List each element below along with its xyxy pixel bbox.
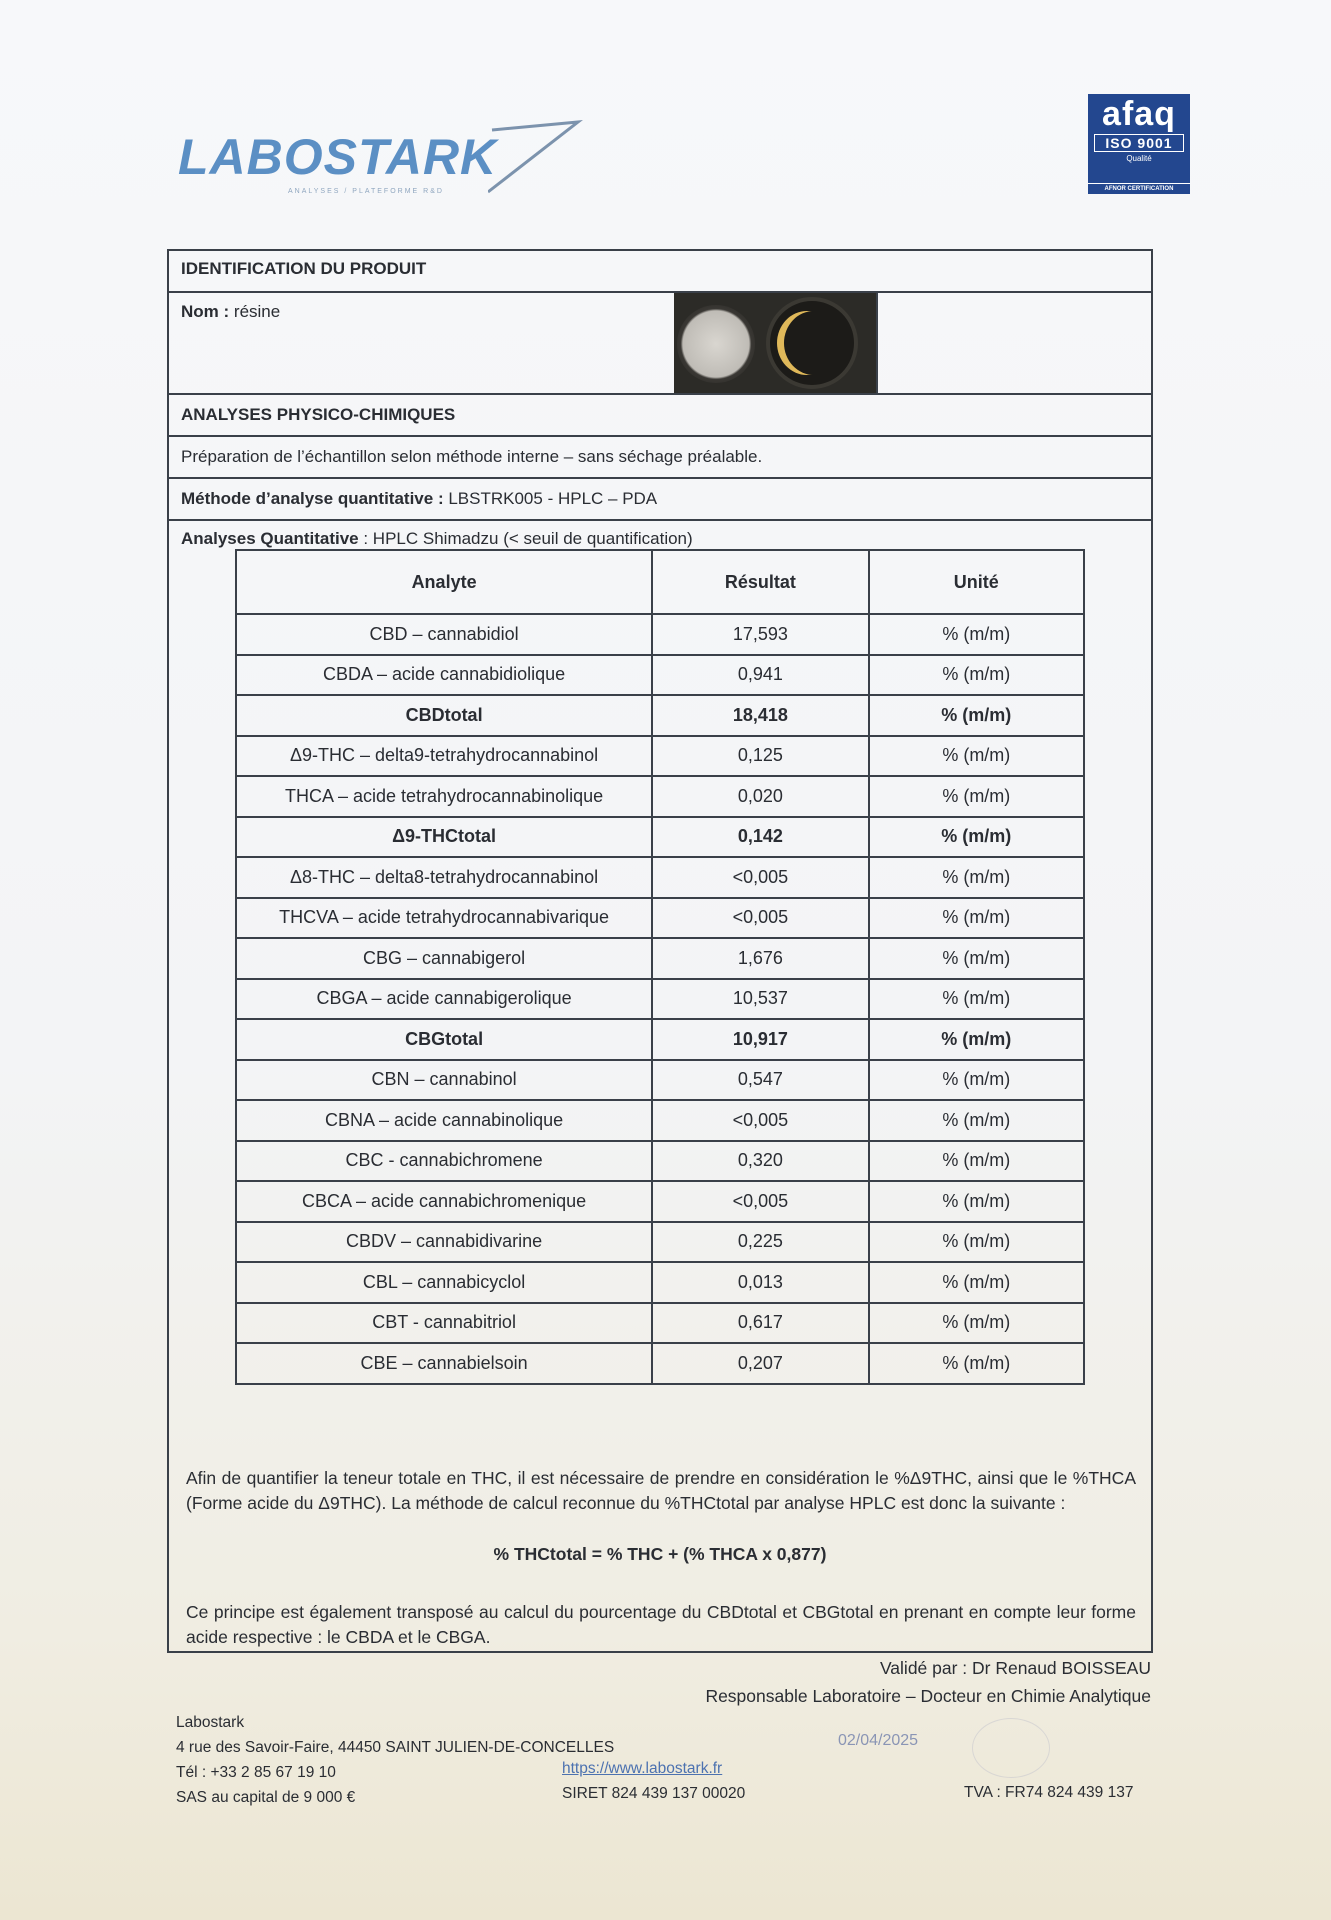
result-cell: 17,593 — [652, 614, 868, 655]
validator-title: Responsable Laboratoire – Docteur en Chimie Analytique — [705, 1686, 1151, 1706]
table-row — [236, 857, 1084, 898]
footer-siret: SIRET 824 439 137 00020 — [562, 1785, 746, 1802]
table-row — [236, 898, 1084, 939]
cbd-cbg-note — [186, 1600, 1136, 1650]
table-row — [236, 776, 1084, 817]
result-cell: 18,418 — [652, 695, 868, 736]
footer-capital: SAS au capital de 9 000 € — [176, 1789, 356, 1806]
table-row — [236, 938, 1084, 979]
table-row — [236, 1303, 1084, 1344]
result-cell: 0,207 — [652, 1343, 868, 1384]
table-row — [236, 736, 1084, 777]
analyte-cell: CBGtotal — [236, 1019, 652, 1060]
unit-cell: % (m/m) — [869, 614, 1084, 655]
jar-lid-image — [677, 305, 755, 383]
unit-cell: % (m/m) — [869, 1019, 1084, 1060]
analyte-cell: THCVA – acide tetrahydrocannabivarique — [236, 898, 652, 939]
thc-formula: % THCtotal = % THC + (% THCA x 0,877) — [493, 1544, 827, 1564]
quantitative-row — [167, 519, 1153, 551]
logo-text: LABOSTARK — [178, 129, 498, 185]
unit-cell: % (m/m) — [869, 1100, 1084, 1141]
table-row — [236, 1100, 1084, 1141]
table-row — [236, 1262, 1084, 1303]
result-cell: <0,005 — [652, 857, 868, 898]
quant-label: Analyses Quantitative — [181, 529, 359, 548]
unit-cell: % (m/m) — [869, 695, 1084, 736]
result-cell: 0,013 — [652, 1262, 868, 1303]
result-cell: 10,537 — [652, 979, 868, 1020]
product-name-label: Nom : — [181, 302, 230, 321]
header-analyte: Analyte — [236, 550, 652, 614]
analyte-cell: CBE – cannabielsoin — [236, 1343, 652, 1384]
unit-cell: % (m/m) — [869, 1303, 1084, 1344]
analyte-cell: CBNA – acide cannabinolique — [236, 1100, 652, 1141]
thc-calculation-note — [186, 1466, 1136, 1516]
result-cell: 0,617 — [652, 1303, 868, 1344]
product-name-value: résine — [233, 302, 281, 321]
unit-cell: % (m/m) — [869, 1222, 1084, 1263]
table-row — [236, 1141, 1084, 1182]
unit-cell: % (m/m) — [869, 938, 1084, 979]
result-cell: 0,225 — [652, 1222, 868, 1263]
table-row — [236, 1222, 1084, 1263]
result-cell: <0,005 — [652, 898, 868, 939]
analyte-cell: CBD – cannabidiol — [236, 614, 652, 655]
method-label: Méthode d’analyse quantitative : — [181, 489, 444, 508]
preparation-row — [167, 435, 1153, 479]
analyses-section-title — [167, 393, 1153, 437]
table-header-row — [236, 550, 1084, 614]
analyte-cell: CBG – cannabigerol — [236, 938, 652, 979]
analyte-cell: CBGA – acide cannabigerolique — [236, 979, 652, 1020]
afaq-certification-logo — [1088, 94, 1190, 194]
unit-cell: % (m/m) — [869, 736, 1084, 777]
product-photo — [674, 293, 876, 394]
table-row — [236, 1019, 1084, 1060]
unit-cell: % (m/m) — [869, 1060, 1084, 1101]
result-cell: <0,005 — [652, 1181, 868, 1222]
unit-cell: % (m/m) — [869, 898, 1084, 939]
analyte-cell: CBL – cannabicyclol — [236, 1262, 652, 1303]
note-paragraph-2: Ce principe est également transposé au calcul du pourcentage du CBDtotal et CBGtotal en prenant en compte leur forme acide respective : le CBDA et le CBGA. — [186, 1602, 1136, 1647]
unit-cell: % (m/m) — [869, 1343, 1084, 1384]
logo-subtitle: ANALYSES / PLATEFORME R&D — [288, 188, 444, 195]
header-result: Résultat — [652, 550, 868, 614]
note-paragraph-1: Afin de quantifier la teneur totale en THC, il est nécessaire de prendre en considération le %Δ9THC, ainsi que le %THCA (Forme acide du Δ9THC). La méthode de calcul reconnue du %THCtotal par analyse HPLC est donc la suivante : — [186, 1468, 1136, 1513]
result-cell: 10,917 — [652, 1019, 868, 1060]
analyte-cell: Δ9-THC – delta9-tetrahydrocannabinol — [236, 736, 652, 777]
unit-cell: % (m/m) — [869, 979, 1084, 1020]
afaq-iso: ISO 9001 — [1094, 134, 1184, 152]
footer-phone: Tél : +33 2 85 67 19 10 — [176, 1764, 336, 1781]
product-title: IDENTIFICATION DU PRODUIT — [181, 259, 427, 278]
table-row — [236, 614, 1084, 655]
table-row — [236, 1181, 1084, 1222]
analyte-cell: THCA – acide tetrahydrocannabinolique — [236, 776, 652, 817]
afaq-qualite: Qualité — [1126, 154, 1152, 163]
product-section-title — [167, 249, 1153, 293]
table-row — [236, 655, 1084, 696]
unit-cell: % (m/m) — [869, 1181, 1084, 1222]
table-row — [236, 979, 1084, 1020]
unit-cell: % (m/m) — [869, 817, 1084, 858]
unit-cell: % (m/m) — [869, 655, 1084, 696]
labostark-logo — [178, 108, 598, 198]
product-name-row — [167, 291, 1153, 395]
result-cell: 0,941 — [652, 655, 868, 696]
analyte-cell: Δ8-THC – delta8-tetrahydrocannabinol — [236, 857, 652, 898]
footer-company-info — [176, 1710, 614, 1810]
resin-crescent-image — [784, 311, 844, 375]
table-row — [236, 1060, 1084, 1101]
results-table — [235, 549, 1085, 1385]
result-cell: <0,005 — [652, 1100, 868, 1141]
table-row — [236, 695, 1084, 736]
table-row — [236, 817, 1084, 858]
result-cell: 1,676 — [652, 938, 868, 979]
analyte-cell: CBN – cannabinol — [236, 1060, 652, 1101]
table-row — [236, 1343, 1084, 1384]
footer-address: 4 rue des Savoir-Faire, 44450 SAINT JULIEN-DE-CONCELLES — [176, 1739, 615, 1756]
result-cell: 0,547 — [652, 1060, 868, 1101]
header-unit: Unité — [869, 550, 1084, 614]
method-value: LBSTRK005 - HPLC – PDA — [448, 489, 658, 508]
analyte-cell: CBCA – acide cannabichromenique — [236, 1181, 652, 1222]
result-cell: 0,320 — [652, 1141, 868, 1182]
analyte-cell: CBDV – cannabidivarine — [236, 1222, 652, 1263]
analyte-cell: CBDtotal — [236, 695, 652, 736]
signature-stamp — [972, 1718, 1050, 1778]
unit-cell: % (m/m) — [869, 1262, 1084, 1303]
results-body — [236, 614, 1084, 1384]
method-row — [167, 477, 1153, 521]
unit-cell: % (m/m) — [869, 857, 1084, 898]
analyses-title: ANALYSES PHYSICO-CHIMIQUES — [181, 405, 456, 424]
photo-divider-right — [876, 293, 878, 394]
validated-by: Validé par : Dr Renaud BOISSEAU — [879, 1658, 1151, 1678]
validation-date: 02/04/2025 — [838, 1732, 919, 1749]
preparation-text: Préparation de l’échantillon selon méthode interne – sans séchage préalable. — [181, 447, 763, 466]
website-link[interactable]: https://www.labostark.fr — [562, 1760, 723, 1777]
footer-company: Labostark — [176, 1714, 245, 1731]
analyte-cell: CBDA – acide cannabidiolique — [236, 655, 652, 696]
afaq-certification: AFNOR CERTIFICATION — [1088, 183, 1190, 194]
result-cell: 0,142 — [652, 817, 868, 858]
unit-cell: % (m/m) — [869, 776, 1084, 817]
unit-cell: % (m/m) — [869, 1141, 1084, 1182]
analyte-cell: CBT - cannabitriol — [236, 1303, 652, 1344]
afaq-title: afaq — [1102, 95, 1176, 133]
analyte-cell: CBC - cannabichromene — [236, 1141, 652, 1182]
result-cell: 0,125 — [652, 736, 868, 777]
logo-slash-icon — [488, 114, 588, 194]
quant-value: : HPLC Shimadzu (< seuil de quantification) — [363, 529, 693, 548]
analyte-cell: Δ9-THCtotal — [236, 817, 652, 858]
footer-tva: TVA : FR74 824 439 137 — [964, 1784, 1134, 1801]
footer-web-info — [562, 1756, 745, 1806]
result-cell: 0,020 — [652, 776, 868, 817]
